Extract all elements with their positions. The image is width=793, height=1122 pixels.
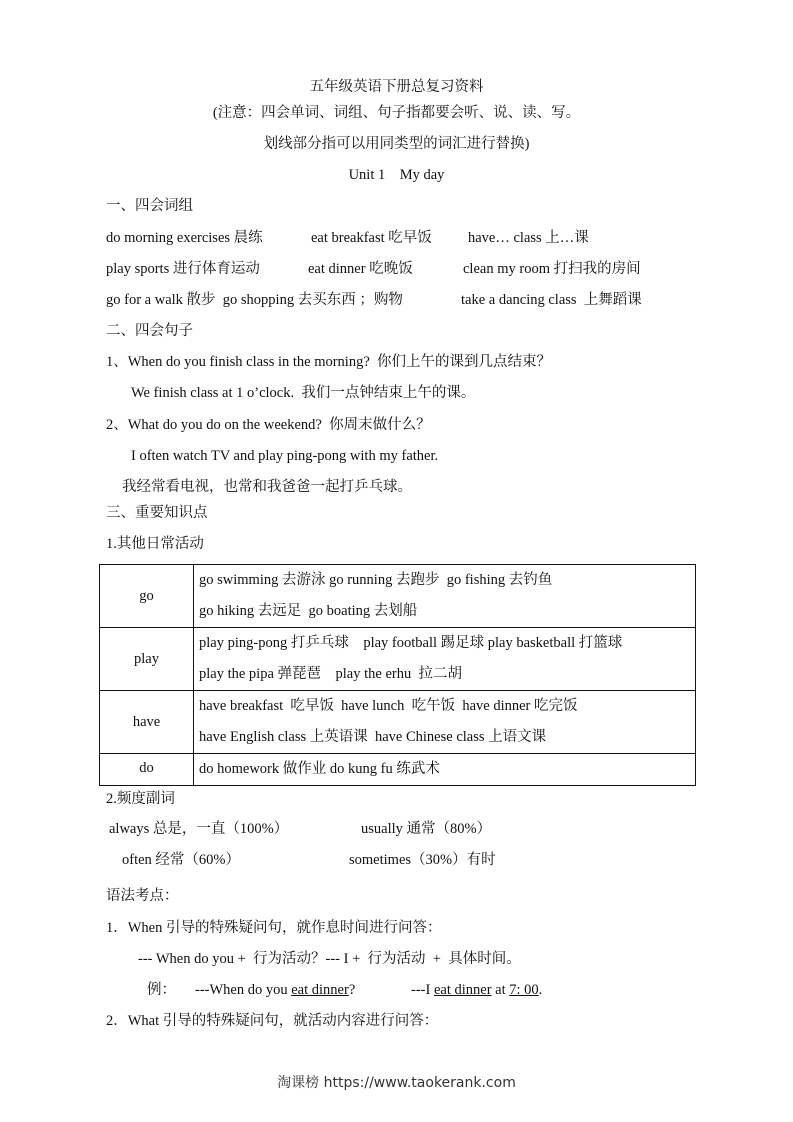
phrase-row-1-col-3: have… class 上…课 [468, 230, 589, 246]
note-line-2: 划线部分指可以用同类型的词汇进行替换) [263, 136, 530, 152]
answer-1: We finish class at 1 o’clock. 我们一点钟结束上午的课。 [131, 385, 476, 401]
frequency-often: often 经常（60%） [122, 852, 240, 868]
answer-2-chinese: 我经常看电视，也常和我爸爸一起打乒乓球。 [122, 479, 412, 495]
phrase-row-1-col-1: do morning exercises 晨练 [106, 230, 263, 246]
phrases-cell [194, 628, 696, 691]
frequency-usually: usually 通常（80%） [361, 821, 492, 837]
unit-title: Unit 1 My day [348, 167, 445, 183]
section2-heading: 二、四会句子 [106, 323, 193, 339]
phrases-line: go hiking 去远足 go boating 去划船 [199, 603, 418, 619]
table-row [100, 628, 696, 691]
phrases-cell [194, 754, 696, 786]
phrase-row-3-col-1: go for a walk 散步 go shopping 去买东西 ；购物 [106, 292, 403, 308]
phrases-line: go swimming 去游泳 go running 去跑步 go fishing 去钓鱼 [199, 572, 553, 588]
grammar-pattern-1: --- When do you + 行为活动？--- I + 行为活动 + 具体时间。 [138, 951, 521, 967]
page-title: 五年级英语下册总复习资料 [309, 79, 484, 95]
phrases-cell [194, 565, 696, 628]
phrases-line: play ping-pong 打乒乓球 play football 踢足球 play basketball 打篮球 [199, 635, 623, 651]
phrases-line: do homework 做作业 do kung fu 练武术 [199, 761, 440, 777]
verb-cell: have [100, 691, 194, 754]
phrase-row-3-col-2: take a dancing class 上舞蹈课 [461, 292, 642, 308]
verb-cell: do [100, 754, 194, 786]
table-row [100, 691, 696, 754]
answer-2-english: I often watch TV and play ping-pong with my father. [131, 448, 439, 464]
example-answer: ---I eat dinner at 7: 00. [411, 982, 543, 998]
note-line-1: (注意：四会单词、词组、句子指都要会听、说、读、写。 [212, 105, 581, 121]
underlined-activity: eat dinner [433, 982, 492, 998]
phrases-line: play the pipa 弹琵琶 play the erhu 拉二胡 [199, 666, 462, 682]
phrase-row-2-col-2: eat dinner 吃晚饭 [308, 261, 413, 277]
question-1: 1、When do you finish class in the morning? 你们上午的课到几点结束？ [106, 354, 552, 370]
table-row [100, 754, 696, 786]
phrases-line: have breakfast 吃早饭 have lunch 吃午饭 have dinner 吃完饭 [199, 698, 578, 714]
frequency-always: always 总是，一直（100%） [109, 821, 289, 837]
subsection-daily-activities: 1.其他日常活动 [106, 536, 204, 552]
grammar-point-2: 2．What 引导的特殊疑问句，就活动内容进行问答： [106, 1013, 439, 1029]
subsection-frequency-adverbs: 2.频度副词 [106, 791, 175, 807]
underlined-activity: eat dinner [291, 982, 349, 998]
section1-heading: 一、四会词组 [106, 198, 193, 214]
phrase-row-2-col-1: play sports 进行体育运动 [106, 261, 260, 277]
activities-table [99, 564, 696, 786]
grammar-heading: 语法考点： [106, 888, 179, 904]
underlined-time: 7: 00 [509, 982, 539, 998]
phrase-row-2-col-3: clean my room 打扫我的房间 [463, 261, 641, 277]
phrases-line: have English class 上英语课 have Chinese class 上语文课 [199, 729, 547, 745]
phrase-row-1-col-2: eat breakfast 吃早饭 [311, 230, 432, 246]
example-label: 例： [147, 982, 176, 998]
example-question: ---When do you eat dinner? [195, 982, 356, 998]
footer-watermark: 淘课榜 https://www.taokerank.com [277, 1075, 516, 1091]
phrases-cell [194, 691, 696, 754]
frequency-sometimes: sometimes（30%）有时 [349, 852, 496, 868]
verb-cell: go [100, 565, 194, 628]
verb-cell: play [100, 628, 194, 691]
table-row [100, 565, 696, 628]
section3-heading: 三、重要知识点 [106, 505, 208, 521]
question-2: 2、What do you do on the weekend? 你周末做什么？ [106, 417, 431, 433]
grammar-point-1: 1．When 引导的特殊疑问句，就作息时间进行问答： [106, 920, 442, 936]
